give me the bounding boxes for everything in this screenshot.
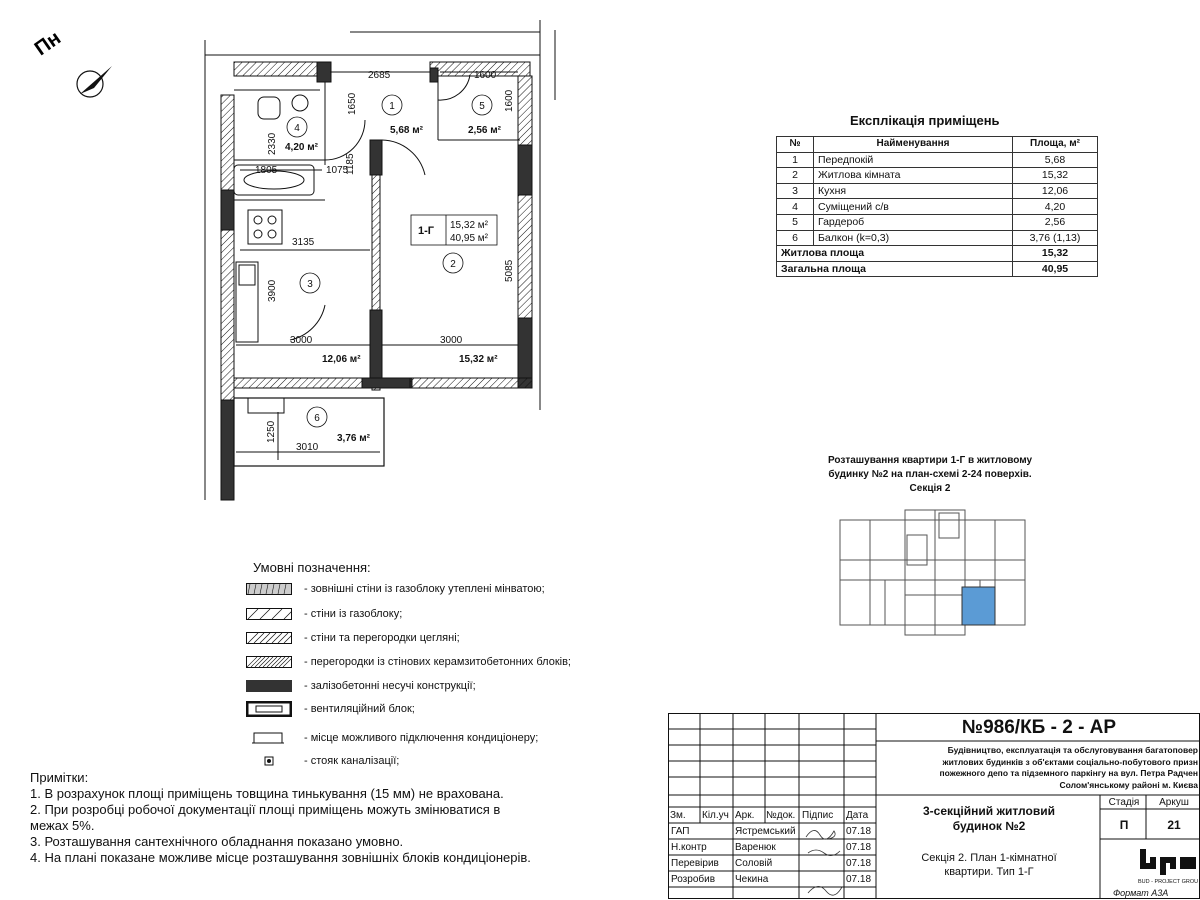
apartment-type: 1-Г [418, 225, 435, 237]
table-total-row [777, 261, 1098, 277]
sheet-title-line: квартири. Тип 1-Г [944, 866, 1034, 878]
legend-item [246, 653, 571, 671]
dim-text: 3010 [296, 442, 319, 453]
logo-text: BUD - PROJECT GROU [1138, 879, 1199, 885]
table-row [777, 168, 1098, 184]
table-header: Площа, м² [1013, 137, 1098, 153]
dim-text: 3000 [440, 335, 463, 346]
note-item: межах 5%. [30, 818, 95, 833]
table-cell: 4 [777, 199, 814, 215]
table-row [777, 152, 1098, 168]
table-cell: Балкон (k=0,3) [814, 230, 1013, 246]
table-cell: 5 [777, 214, 814, 230]
legend-label: - стояк каналізації; [304, 755, 400, 767]
legend-item [246, 580, 545, 598]
dim-text: 3900 [267, 279, 278, 302]
legend-vent-block-icon [246, 701, 292, 717]
table-cell: Житлова площа [777, 246, 1013, 262]
legend-label: - залізобетонні несучі конструкції; [304, 680, 476, 692]
table-row [777, 199, 1098, 215]
table-header: Найменування [814, 137, 1013, 153]
dim-text: 3135 [292, 237, 315, 248]
project-line: Солом'янському районі м. Києва [1059, 779, 1198, 790]
table-header: № [777, 137, 814, 153]
project-line: пожежного депо та підземного паркінгу на вул. Петра Радчен [939, 768, 1198, 778]
table-cell: 6 [777, 230, 814, 246]
note-item: 4. На плані показане можливе місце розташування зовнішніх блоків кондиціонерів. [30, 850, 531, 865]
room-number: 4 [294, 123, 300, 134]
tb-date: 07.18 [846, 842, 872, 853]
room-area: 5,68 м² [390, 125, 423, 136]
tb-col-header: Дата [846, 810, 869, 821]
legend-item [246, 605, 402, 623]
sheet-label: Аркуш [1159, 797, 1189, 808]
legend-ac-icon [246, 732, 292, 744]
legend-label: - місце можливого підключення кондиціонеру; [304, 732, 539, 744]
floor-plan [190, 15, 570, 515]
room-area: 12,06 м² [322, 354, 361, 365]
note-item: 1. В розрахунок площі приміщень товщина тинькування (15 мм) не врахована. [30, 786, 504, 801]
table-cell: 1 [777, 152, 814, 168]
tb-role: ГАП [671, 826, 690, 837]
notes [30, 770, 630, 866]
room-number: 1 [389, 101, 395, 112]
sheet-title-line: Секція 2. План 1-кімнатної [921, 852, 1057, 864]
dim-text: 1250 [266, 420, 277, 443]
tb-date: 07.18 [846, 826, 872, 837]
dim-text: 1600 [474, 70, 497, 81]
table-cell: Кухня [814, 183, 1013, 199]
legend-label: - стіни із газоблоку; [304, 608, 403, 620]
table-header-row [777, 137, 1098, 153]
legend-label: - стіни та перегородки цегляні; [304, 632, 460, 644]
legend-brick-wall-icon [246, 632, 292, 644]
project-line: Будівництво, експлуатація та обслуговування багатоповер [947, 745, 1198, 755]
project-description [880, 745, 1198, 791]
caption-line: Розташування квартири 1-Г в житловому [827, 455, 1033, 466]
tb-role: Н.контр [671, 842, 707, 853]
project-code: №986/КБ - 2 - АР [961, 717, 1117, 738]
building-line: будинок №2 [952, 819, 1026, 833]
building-name [878, 804, 1100, 834]
table-row [777, 214, 1098, 230]
tb-col-header: №док. [766, 810, 796, 821]
room-number: 3 [307, 279, 313, 290]
tb-name: Варенюк [735, 842, 776, 853]
legend-sewer-riser-icon [246, 755, 292, 767]
format-label: Формат А3А [1113, 888, 1169, 898]
table-row [777, 183, 1098, 199]
legend-concrete-icon [246, 680, 292, 692]
table-cell: Загальна площа [777, 261, 1013, 277]
legend-item [246, 752, 399, 770]
explication-title: Експлікація приміщень [850, 113, 1000, 128]
room-area: 4,20 м² [285, 142, 318, 153]
legend-item [246, 729, 538, 747]
table-cell: 15,32 [1013, 168, 1098, 184]
table-cell: Передпокій [814, 152, 1013, 168]
tb-col-header: Арк. [735, 810, 755, 821]
stage-label: Стадія [1108, 797, 1140, 808]
table-cell: 3,76 (1,13) [1013, 230, 1098, 246]
room-number: 5 [479, 101, 485, 112]
legend-insulated-wall-icon [246, 583, 292, 595]
dim-text: 1185 [345, 153, 356, 175]
legend-title: Умовні позначення: [253, 560, 371, 575]
caption-line: будинку №2 на план-схемі 2-24 поверхів. [828, 469, 1032, 480]
tb-col-header: Зм. [670, 810, 686, 821]
apartment-living: 15,32 м² [450, 220, 489, 231]
dim-text: 2685 [368, 70, 391, 81]
tb-col-header: Підпис [802, 810, 834, 821]
legend-label: - перегородки із стінових керамзитобетонних блоків; [304, 656, 571, 668]
signatures [802, 823, 844, 899]
apartment-total: 40,95 м² [450, 233, 489, 244]
legend-item [246, 700, 415, 718]
table-cell: Гардероб [814, 214, 1013, 230]
legend-label: - вентиляційний блок; [304, 703, 415, 715]
table-row [777, 230, 1098, 246]
table-cell: 2,56 [1013, 214, 1098, 230]
key-plan [835, 505, 1035, 640]
dim-text: 1600 [504, 89, 515, 112]
note-item: 3. Розташування сантехнічного обладнання показано умовно. [30, 834, 404, 849]
table-cell: 5,68 [1013, 152, 1098, 168]
table-cell: Суміщений с/в [814, 199, 1013, 215]
notes-title: Примітки: [30, 770, 89, 785]
north-circle [77, 71, 103, 97]
dim-text: 1805 [255, 165, 278, 176]
wall-top-left [234, 62, 317, 76]
dim-text: 1650 [347, 92, 358, 115]
table-cell: 40,95 [1013, 261, 1098, 277]
wall-bottom [234, 378, 364, 388]
north-label: Пн [30, 27, 66, 61]
tb-name: Соловій [735, 858, 773, 869]
table-cell: 15,32 [1013, 246, 1098, 262]
table-total-row [777, 246, 1098, 262]
tb-col-header: Кіл.уч [702, 810, 729, 821]
table-cell: 12,06 [1013, 183, 1098, 199]
project-line: житлових будинків з об'єктами соціально-побутового призн [942, 756, 1198, 767]
legend-claydite-partition-icon [246, 656, 292, 668]
tb-date: 07.18 [846, 858, 872, 869]
sheet-value: 21 [1167, 818, 1181, 832]
dim-text: 2330 [267, 132, 278, 155]
north-arrow-icon [80, 66, 112, 94]
apartment-highlight [962, 587, 995, 625]
dim-text: 3000 [290, 335, 313, 346]
sheet-title [878, 851, 1100, 879]
room-number: 2 [450, 259, 456, 270]
room-number: 6 [314, 413, 320, 424]
table-cell: 2 [777, 168, 814, 184]
room-area: 2,56 м² [468, 125, 501, 136]
company-logo [1138, 845, 1200, 877]
tb-date: 07.18 [846, 874, 872, 885]
tb-name: Ястремський [735, 826, 796, 837]
building-line: 3-секційний житловий [923, 804, 1055, 818]
note-item: 2. При розробці робочої документації площі приміщень можуть змінюватися в [30, 802, 501, 817]
room-area: 15,32 м² [459, 354, 498, 365]
tb-role: Розробив [671, 874, 716, 885]
north-arrow [28, 18, 118, 98]
location-caption [790, 454, 1070, 496]
title-block [668, 713, 1200, 900]
stage-value: П [1119, 818, 1129, 832]
table-cell: 4,20 [1013, 199, 1098, 215]
explication-table [776, 136, 1098, 277]
tb-role: Перевірив [671, 858, 719, 869]
table-cell: 3 [777, 183, 814, 199]
legend-gasblock-wall-icon [246, 608, 292, 620]
legend-label: - зовнішні стіни із газоблоку утеплені мінватою; [304, 583, 545, 595]
room-area: 3,76 м² [337, 433, 370, 444]
legend-item [246, 677, 476, 695]
caption-line: Секція 2 [909, 483, 951, 494]
dim-text: 5085 [504, 259, 515, 282]
dim-text: 1075 [326, 165, 349, 176]
legend-item [246, 629, 460, 647]
table-cell: Житлова кімната [814, 168, 1013, 184]
tb-name: Чекина [735, 874, 769, 885]
